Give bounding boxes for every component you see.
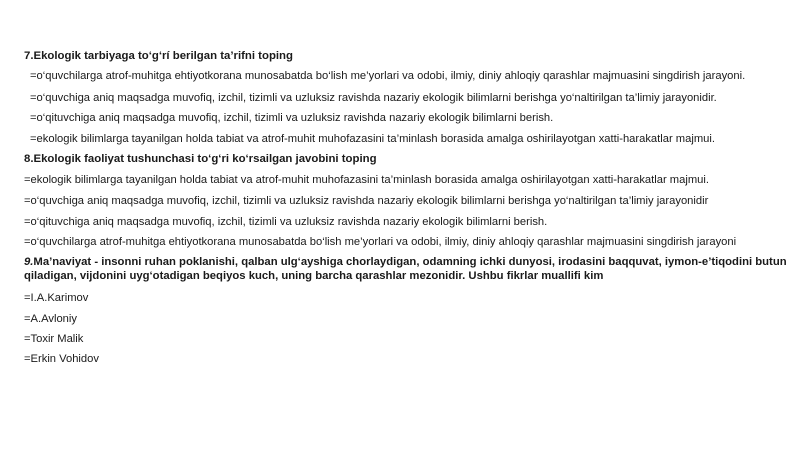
question-8-option-4: =o‘quvchilarga atrof-muhitga ehtiyotkorana munosabatda bo‘lish me’yorlari va odobi, ilmiy, diniy ahloqiy qarashlar majmuasini singdirish jarayoni: [24, 236, 737, 248]
question-7-option-1: =o‘quvchilarga atrof-muhitga ehtiyotkorana munosabatda bo‘lish me’yorlari va odobi, ilmiy, diniy ahloqiy qarashlar majmuasini singdirish jarayoni.: [30, 70, 746, 82]
question-7-option-3: =o‘qituvchiga aniq maqsadga muvofiq, izchil, tizimli va uzluksiz ravishda nazariy ekologik bilimlarni berish.: [30, 112, 554, 124]
question-8-title: 8.Ekologik faoliyat tushunchasi to‘g‘ri ko‘rsailgan javobini toping: [24, 153, 377, 165]
question-9-option-1: =I.A.Karimov: [24, 292, 89, 304]
question-9-option-4: =Erkin Vohidov: [24, 353, 99, 365]
question-7-option-2: =o‘quvchiga aniq maqsadga muvofiq, izchil, tizimli va uzluksiz ravishda nazariy ekologik bilimlarni berishga yo‘naltirilgan ta’limiy jarayonidir.: [30, 92, 717, 104]
question-9-number: 9.: [24, 256, 34, 268]
question-8-option-1: =ekologik bilimlarga tayanilgan holda tabiat va atrof-muhit muhofazasini ta’minlash borasida amalga oshirilayotgan xatti-harakatlar majmui.: [24, 174, 709, 186]
question-7-option-4: =ekologik bilimlarga tayanilgan holda tabiat va atrof-muhit muhofazasini ta’minlash borasida amalga oshirilayotgan xatti-harakatlar majmui.: [30, 133, 715, 145]
question-9-option-2: =A.Avloniy: [24, 313, 77, 325]
question-9-title: [24, 256, 796, 283]
question-8-option-2: =o‘quvchiga aniq maqsadga muvofiq, izchil, tizimli va uzluksiz ravishda nazariy ekologik bilimlarni berishga yo‘naltirilgan ta’limiy jarayonidir: [24, 195, 709, 207]
question-7-title: 7.Ekologik tarbiyaga to‘g‘rí berilgan ta’rifni toping: [24, 50, 293, 62]
question-8-option-3: =o‘qituvchiga aniq maqsadga muvofiq, izchil, tizimli va uzluksiz ravishda nazariy ekologik bilimlarni berish.: [24, 216, 548, 228]
question-9-option-3: =Toxir Malik: [24, 333, 84, 345]
question-9-text: Ma’naviyat - insonni ruhan poklanishi, qalban ulg‘ayshiga chorlaydigan, odamning ichki dunyosi, irodasini baqquvat, iymon-e’tiqodini butun qiladigan, vijdonini uyg‘otadigan beqiyos kuch, uning barcha qarashlar mezonidir. Ushbu fikrlar muallifi kim: [24, 256, 787, 282]
